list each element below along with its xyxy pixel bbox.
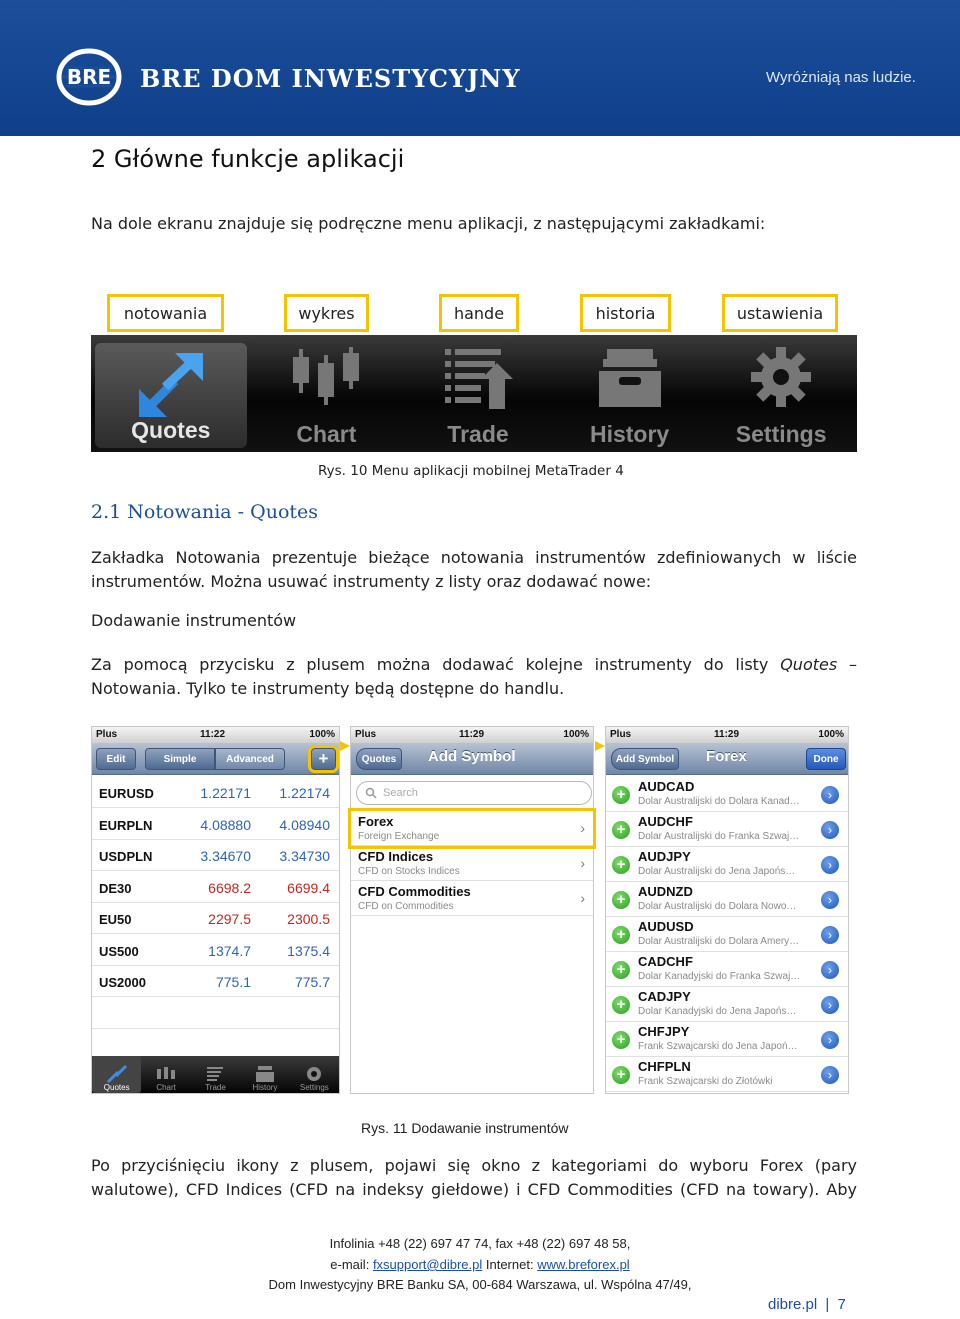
footer-page — [768, 1296, 846, 1313]
quote-bid: 1374.7 — [208, 942, 251, 959]
section-title: 2 Główne funkcje aplikacji — [91, 145, 405, 173]
add-plus-icon[interactable]: + — [612, 856, 630, 874]
tab-history-label: History — [589, 421, 670, 447]
status-bar — [606, 727, 848, 743]
bre-logo-icon — [56, 48, 122, 106]
forex-symbol-row[interactable] — [606, 1022, 848, 1057]
tab-chart[interactable] — [251, 335, 403, 452]
quote-symbol: EURPLN — [99, 817, 153, 833]
symbol-description: Dolar Australijski do Dolara Nowo… — [638, 901, 797, 912]
detail-disclosure-icon[interactable]: › — [821, 1031, 839, 1049]
add-plus-icon[interactable]: + — [612, 1066, 630, 1084]
label-notowania: notowania — [107, 294, 224, 332]
quote-row[interactable] — [92, 840, 339, 871]
settings-gear-icon — [303, 1065, 325, 1083]
add-plus-icon[interactable]: + — [612, 1031, 630, 1049]
category-item[interactable] — [351, 881, 593, 916]
subheading-adding: Dodawanie instrumentów — [91, 611, 297, 630]
label-ustawienia: ustawienia — [722, 294, 838, 332]
quote-ask: 6699.4 — [287, 879, 330, 896]
symbol-code: AUDUSD — [638, 919, 694, 934]
battery: 100% — [309, 729, 335, 740]
forex-symbol-row[interactable] — [606, 882, 848, 917]
add-plus-icon[interactable]: + — [612, 961, 630, 979]
page-header — [0, 0, 960, 136]
symbol-code: CADJPY — [638, 989, 691, 1004]
mini-tab-settings[interactable] — [290, 1056, 339, 1093]
trade-list-icon — [443, 345, 513, 409]
chart-candles-icon — [155, 1065, 177, 1083]
detail-disclosure-icon[interactable]: › — [821, 856, 839, 874]
quote-row-empty-1 — [92, 998, 339, 1029]
status-bar — [92, 727, 339, 743]
forex-symbol-row[interactable] — [606, 812, 848, 847]
clock: 11:29 — [459, 729, 485, 740]
add-symbol-button[interactable]: + — [311, 748, 336, 770]
symbol-description: Dolar Kanadyjski do Franka Szwaj… — [638, 971, 801, 982]
logo-text: BRE — [66, 65, 112, 89]
mini-toolbar — [92, 1056, 339, 1093]
add-plus-icon[interactable]: + — [612, 926, 630, 944]
carrier: Plus — [96, 729, 118, 740]
mini-tab-settings-label: Settings — [299, 1083, 329, 1092]
symbol-code: AUDCAD — [638, 779, 695, 794]
forex-symbol-row[interactable] — [606, 847, 848, 882]
symbol-description: Dolar Australijski do Dolara Kanad… — [638, 796, 800, 807]
done-button[interactable]: Done — [806, 748, 846, 770]
edit-button[interactable]: Edit — [96, 748, 136, 770]
mini-tab-trade-label: Trade — [205, 1083, 226, 1092]
quote-symbol: EU50 — [99, 912, 132, 927]
symbol-description: Frank Szwajcarski do Złotówki — [638, 1076, 773, 1087]
symbol-code: AUDNZD — [638, 884, 693, 899]
add-plus-icon[interactable]: + — [612, 821, 630, 839]
quote-ask: 3.34730 — [279, 848, 330, 864]
quotes-arrows-icon — [106, 1065, 128, 1083]
quotes-arrows-icon — [135, 353, 207, 417]
tagline: Wyróżniają nas ludzie. — [766, 69, 916, 86]
symbol-code: AUDCHF — [638, 814, 693, 829]
status-bar — [351, 727, 593, 743]
paragraph-1-line-2: instrumentów. Można usuwać instrumenty z listy oraz dodawać nowe: — [91, 572, 652, 591]
quote-row[interactable] — [92, 903, 339, 934]
flow-arrow-icon — [340, 741, 350, 751]
detail-disclosure-icon[interactable]: › — [821, 891, 839, 909]
forex-symbol-row[interactable] — [606, 952, 848, 987]
symbol-description: Frank Szwajcarski do Jena Japoń… — [638, 1041, 798, 1052]
carrier: Plus — [355, 729, 377, 740]
p2-text: Za pomocą przycisku z plusem można dodawać kolejne instrumenty do listy — [91, 655, 769, 674]
forex-symbol-row[interactable] — [606, 987, 848, 1022]
flow-arrow-icon — [595, 741, 605, 751]
detail-disclosure-icon[interactable]: › — [821, 821, 839, 839]
footer-contact-line — [0, 1257, 960, 1272]
category-subtitle: Foreign Exchange — [358, 831, 440, 842]
brand-name: BRE DOM INWESTYCYJNY — [140, 64, 521, 93]
tab-settings[interactable] — [705, 335, 857, 452]
detail-disclosure-icon[interactable]: › — [821, 961, 839, 979]
paragraph-2-line-1 — [91, 653, 857, 677]
nav-bar — [92, 743, 339, 775]
chevron-right-icon: › — [580, 890, 585, 906]
quote-row[interactable] — [92, 809, 339, 840]
tab-trade[interactable] — [402, 335, 554, 452]
forex-symbol-row[interactable] — [606, 777, 848, 812]
category-title: CFD Commodities — [358, 884, 471, 899]
label-hande: hande — [439, 294, 519, 332]
quote-symbol: EURUSD — [99, 786, 154, 801]
p2-quotes-em: Quotes — [780, 655, 838, 674]
tab-settings-label: Settings — [735, 421, 827, 447]
tab-trade-label: Trade — [447, 421, 509, 447]
closing-line-2: walutowe), CFD Indices (CFD na indeksy giełdowe) i CFD Commodities (CFD na towary). Aby — [91, 1180, 857, 1199]
page-number: 7 — [837, 1296, 846, 1313]
battery: 100% — [818, 729, 844, 740]
detail-disclosure-icon[interactable]: › — [821, 786, 839, 804]
back-quotes-button[interactable]: Quotes — [356, 748, 402, 770]
tab-history[interactable] — [554, 335, 706, 452]
back-add-symbol-button[interactable]: Add Symbol — [611, 748, 679, 770]
forex-symbol-row[interactable] — [606, 917, 848, 952]
closing-line-1: Po przyciśnięciu ikony z plusem, pojawi się okno z kategoriami do wyboru Forex (pary — [91, 1156, 857, 1175]
quote-symbol: US2000 — [99, 975, 146, 990]
chevron-right-icon: › — [580, 820, 585, 836]
symbol-code: AUDJPY — [638, 849, 691, 864]
category-title: Forex — [358, 814, 394, 829]
mini-tab-history-label: History — [252, 1083, 278, 1092]
mini-tab-quotes-label: Quotes — [103, 1083, 130, 1092]
subsection-title: 2.1 Notowania - Quotes — [91, 501, 319, 523]
search-input[interactable]: Search — [356, 781, 592, 805]
symbol-code: CADCHF — [638, 954, 693, 969]
detail-disclosure-icon[interactable]: › — [821, 996, 839, 1014]
quote-row[interactable] — [92, 872, 339, 903]
category-subtitle: CFD on Commodities — [358, 901, 454, 912]
add-plus-icon[interactable]: + — [612, 786, 630, 804]
quote-bid: 3.34670 — [200, 848, 251, 864]
category-item[interactable] — [351, 811, 593, 846]
phone-quotes-screen — [91, 726, 340, 1094]
history-box-icon — [597, 345, 663, 409]
footer-phone-line: Infolinia +48 (22) 697 47 74, fax +48 (22) 697 48 58, — [329, 1236, 631, 1251]
symbol-code: CHFPLN — [638, 1059, 691, 1074]
label-historia: historia — [580, 294, 671, 332]
chevron-right-icon: › — [580, 855, 585, 871]
paragraph-1-line-1: Zakładka Notowania prezentuje bieżące notowania instrumentów zdefiniowanych w liście — [91, 548, 857, 567]
quote-row[interactable] — [92, 966, 339, 997]
quote-bid: 4.08880 — [200, 816, 251, 833]
battery: 100% — [563, 729, 589, 740]
quote-symbol: DE30 — [99, 880, 132, 896]
figure-10-caption: Rys. 10 Menu aplikacji mobilnej MetaTrader 4 — [318, 463, 624, 479]
email-link[interactable]: fxsupport@dibre.pl — [372, 1257, 483, 1272]
phone-add-symbol-screen — [350, 726, 594, 1094]
quote-ask: 4.08940 — [279, 816, 330, 833]
carrier: Plus — [610, 729, 632, 740]
quote-ask: 2300.5 — [287, 911, 330, 927]
mini-tab-trade[interactable] — [191, 1056, 240, 1093]
figure-11-caption: Rys. 11 Dodawanie instrumentów — [361, 1120, 569, 1136]
quote-symbol: US500 — [99, 943, 139, 959]
symbol-description: Dolar Australijski do Jena Japońs… — [638, 866, 796, 877]
label-wykres: wykres — [284, 294, 369, 332]
search-icon — [365, 787, 377, 799]
mini-tab-history[interactable] — [240, 1056, 289, 1093]
detail-disclosure-icon[interactable]: › — [821, 1066, 839, 1084]
add-plus-icon[interactable]: + — [612, 996, 630, 1014]
mini-tab-quotes[interactable] — [92, 1056, 141, 1093]
settings-gear-icon — [749, 345, 813, 409]
phone-forex-screen — [605, 726, 849, 1094]
p2-dash: – — [849, 655, 857, 674]
footer-site: dibre.pl — [768, 1296, 818, 1313]
quote-bid: 2297.5 — [208, 911, 251, 927]
detail-disclosure-icon[interactable]: › — [821, 926, 839, 944]
intro-text: Na dole ekranu znajduje się podręczne menu aplikacji, z następującymi zakładkami: — [91, 214, 766, 233]
chart-candles-icon — [291, 345, 361, 409]
quote-bid: 6698.2 — [208, 879, 251, 896]
app-toolbar — [91, 335, 857, 452]
quote-symbol: USDPLN — [99, 849, 153, 864]
internet-label: Internet: — [485, 1257, 534, 1272]
category-title: CFD Indices — [358, 849, 434, 864]
website-link[interactable]: www.breforex.pl — [537, 1257, 630, 1272]
footer-address-line: Dom Inwestycyjny BRE Banku SA, 00-684 Warszawa, ul. Wspólna 47/49, — [268, 1277, 692, 1292]
clock: 11:22 — [200, 729, 226, 740]
email-label: e-mail: — [330, 1257, 370, 1272]
forex-symbol-row[interactable] — [606, 1057, 848, 1092]
quote-bid: 1.22171 — [200, 785, 251, 801]
tab-quotes[interactable] — [95, 343, 247, 448]
quote-ask: 1375.4 — [287, 942, 330, 959]
page-separator: | — [825, 1296, 830, 1313]
category-item[interactable] — [351, 846, 593, 881]
symbol-description: Dolar Australijski do Franka Szwaj… — [638, 831, 800, 842]
quote-ask: 1.22174 — [279, 785, 330, 801]
paragraph-2-line-2: Notowania. Tylko te instrumenty będą dostępne do handlu. — [91, 679, 565, 698]
nav-bar — [351, 743, 593, 775]
trade-list-icon — [205, 1065, 227, 1083]
quote-row[interactable] — [92, 935, 339, 966]
history-box-icon — [254, 1065, 276, 1083]
symbol-description: Dolar Australijski do Dolara Amery… — [638, 936, 800, 947]
quote-bid: 775.1 — [215, 974, 251, 990]
symbol-description: Dolar Kanadyjski do Jena Japońs… — [638, 1006, 797, 1017]
screen-title: Forex — [706, 748, 747, 765]
tab-chart-label: Chart — [296, 421, 357, 447]
tab-quotes-label: Quotes — [131, 417, 211, 443]
simple-button[interactable]: Simple — [145, 748, 215, 770]
mini-tab-chart-label: Chart — [156, 1083, 176, 1092]
add-plus-icon[interactable]: + — [612, 891, 630, 909]
screen-title: Add Symbol — [428, 748, 516, 765]
quote-row[interactable] — [92, 777, 339, 808]
quote-ask: 775.7 — [294, 974, 330, 990]
nav-bar — [606, 743, 848, 775]
clock: 11:29 — [714, 729, 740, 740]
advanced-button[interactable]: Advanced — [215, 748, 285, 770]
mini-tab-chart[interactable] — [141, 1056, 190, 1093]
symbol-code: CHFJPY — [638, 1024, 690, 1039]
category-subtitle: CFD on Stocks Indices — [358, 866, 460, 877]
